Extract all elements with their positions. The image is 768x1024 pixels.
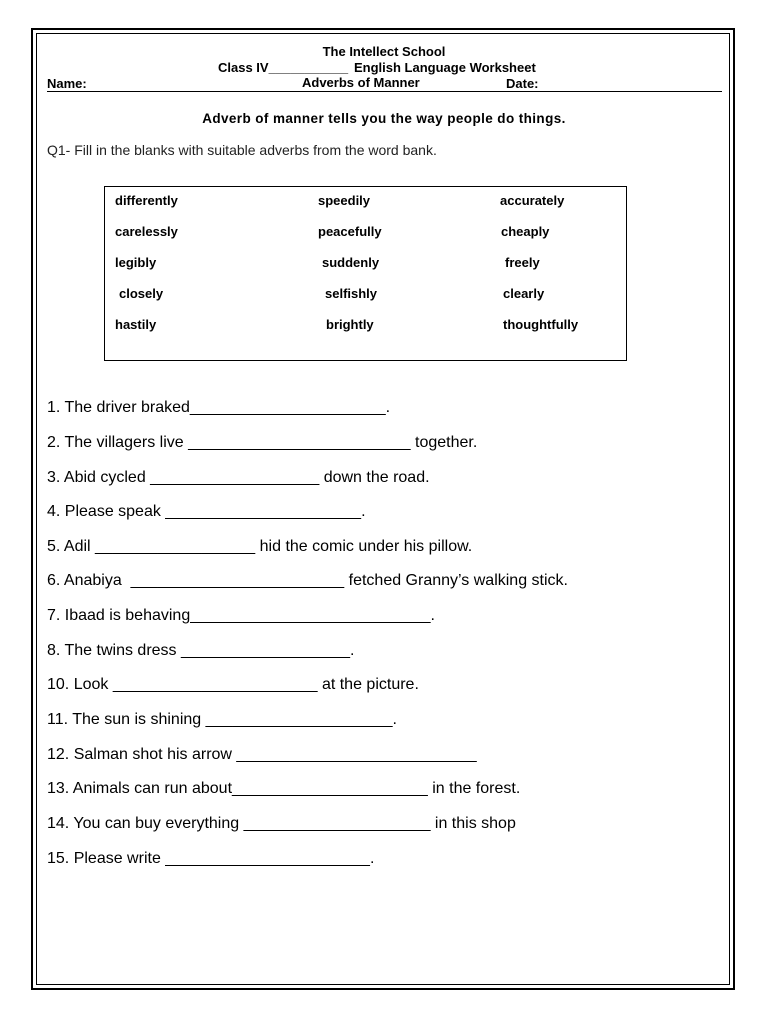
intro-sentence: Adverb of manner tells you the way people do things. <box>202 111 566 126</box>
question-13: 13. Animals can run about______________________ in the forest. <box>47 780 521 797</box>
word-bank-item: hastily <box>115 317 157 332</box>
topic-title: Adverbs of Manner <box>302 75 420 90</box>
word-bank <box>104 186 627 361</box>
word-bank-item: peacefully <box>318 224 382 239</box>
question-11: 11. The sun is shining _____________________. <box>47 711 397 728</box>
word-bank-item: speedily <box>318 193 371 208</box>
word-bank-item: suddenly <box>322 255 380 270</box>
question-10: 10. Look _______________________ at the picture. <box>47 676 419 693</box>
word-bank-item: differently <box>115 193 178 208</box>
question-4: 4. Please speak ______________________. <box>47 503 366 520</box>
question-12: 12. Salman shot his arrow ___________________________ <box>47 746 477 763</box>
question-7: 7. Ibaad is behaving___________________________. <box>47 607 435 624</box>
date-label: Date: <box>506 76 539 91</box>
word-bank-item: closely <box>119 286 164 301</box>
word-bank-item: brightly <box>326 317 374 332</box>
word-bank-item: legibly <box>115 255 157 270</box>
school-name: The Intellect School <box>322 44 446 59</box>
word-bank-item: cheaply <box>501 224 550 239</box>
word-bank-item: clearly <box>503 286 545 301</box>
question-6: 6. Anabiya ________________________ fetched Granny’s walking stick. <box>47 572 568 589</box>
word-bank-item: selfishly <box>325 286 378 301</box>
header-divider <box>47 91 722 92</box>
word-bank-item: thoughtfully <box>503 317 579 332</box>
subject-title: English Language Worksheet <box>354 60 536 75</box>
question-5: 5. Adil __________________ hid the comic under his pillow. <box>47 538 473 555</box>
word-bank-item: accurately <box>500 193 565 208</box>
question-8: 8. The twins dress ___________________. <box>47 642 355 659</box>
instruction: Q1- Fill in the blanks with suitable adverbs from the word bank. <box>47 142 437 158</box>
question-3: 3. Abid cycled ___________________ down the road. <box>47 469 430 486</box>
word-bank-item: carelessly <box>115 224 178 239</box>
word-bank-item: freely <box>505 255 540 270</box>
question-15: 15. Please write _______________________. <box>47 850 375 867</box>
question-14: 14. You can buy everything _____________________ in this shop <box>47 815 516 832</box>
name-label: Name: <box>47 76 87 91</box>
question-2: 2. The villagers live _________________________ together. <box>47 434 478 451</box>
question-1: 1. The driver braked______________________. <box>47 399 391 416</box>
class-label: Class IV___________ <box>218 60 349 75</box>
